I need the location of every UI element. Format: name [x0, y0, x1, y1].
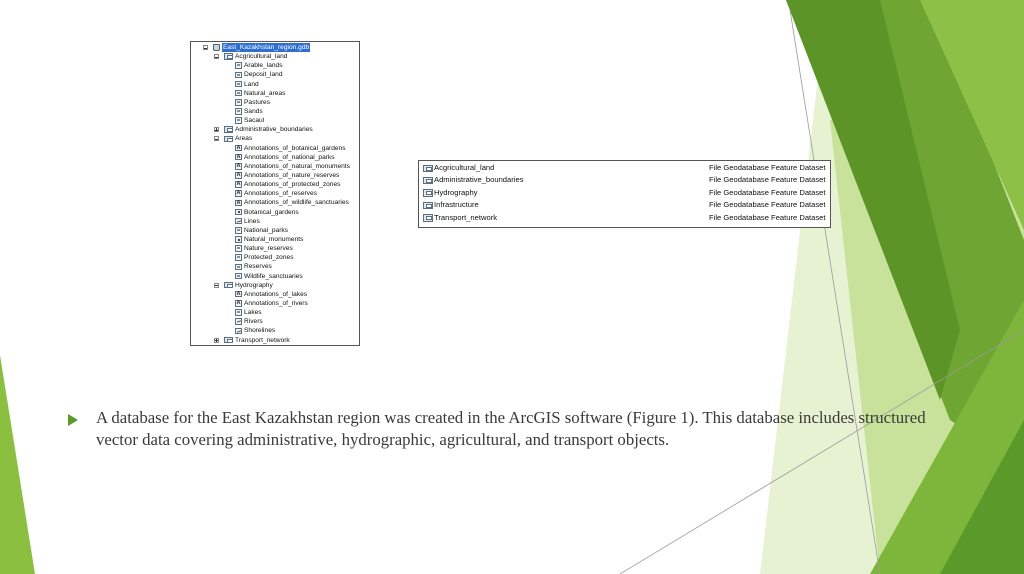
annotation-class-icon — [235, 163, 242, 170]
tree-item-label: Protected_zones — [244, 254, 294, 262]
tree-item[interactable] — [191, 98, 359, 107]
tree-item-label: Land — [244, 80, 259, 88]
polygon-feature-class-icon — [235, 227, 242, 234]
polygon-feature-class-icon — [235, 99, 242, 106]
collapse-icon[interactable] — [214, 54, 219, 59]
tree-item[interactable] — [191, 153, 359, 162]
tree-item[interactable] — [191, 52, 359, 61]
tree-item[interactable] — [191, 226, 359, 235]
feature-dataset-icon — [224, 337, 233, 344]
tree-item-label: Hydrography — [235, 281, 273, 289]
tree-item[interactable] — [191, 326, 359, 335]
list-item[interactable] — [419, 174, 830, 186]
list-item-name: Administrative_boundaries — [434, 175, 524, 185]
tree-item[interactable] — [191, 180, 359, 189]
tree-item-label: Annotations_of_natural_monuments — [244, 162, 350, 170]
tree-item[interactable] — [191, 308, 359, 317]
caption-text: A database for the East Kazakhstan region was created in the ArcGIS software (Figure 1). This database includes structured vector data covering administrative, hydrographic, agricultural, and transport objects. — [96, 408, 926, 449]
geodatabase-icon — [213, 44, 220, 51]
tree-item[interactable] — [191, 70, 359, 79]
feature-dataset-icon — [423, 165, 433, 173]
tree-item-label: Pastures — [244, 98, 271, 106]
feature-dataset-icon — [224, 282, 233, 289]
tree-item[interactable] — [191, 107, 359, 116]
tree-item-label: Nature_reserves — [244, 245, 293, 253]
tree-item-label: Arable_lands — [244, 62, 283, 70]
tree-item[interactable] — [191, 299, 359, 308]
tree-item-label: Sacaul — [244, 117, 265, 125]
catalog-tree-panel — [190, 41, 360, 346]
left-green-sliver — [0, 355, 35, 574]
polygon-feature-class-icon — [235, 62, 242, 69]
polygon-feature-class-icon — [235, 81, 242, 88]
list-item-type: File Geodatabase Feature Dataset — [709, 187, 826, 197]
list-item-name: Hydrography — [434, 187, 478, 197]
tree-item[interactable] — [191, 235, 359, 244]
tree-item[interactable] — [191, 61, 359, 70]
tree-item-label: Annotations_of_wildlife_sanctuaries — [244, 199, 349, 207]
tree-item-label: Annotations_of_protected_zones — [244, 181, 341, 189]
tree-item-label: Transport_network — [235, 336, 290, 344]
list-item[interactable] — [419, 212, 830, 224]
tree-item[interactable] — [191, 43, 359, 52]
contents-list-panel — [418, 160, 831, 228]
list-item-name: Acgricultural_land — [434, 163, 495, 172]
polygon-feature-class-icon — [235, 273, 242, 280]
line-feature-class-icon — [235, 318, 242, 325]
tree-item[interactable] — [191, 198, 359, 207]
collapse-icon[interactable] — [214, 136, 219, 141]
list-item-name: Transport_network — [434, 212, 498, 222]
tree-item-label: Lakes — [244, 309, 262, 317]
tree-item-label: Annotations_of_lakes — [244, 290, 308, 298]
tree-item-label: Botanical_gardens — [244, 208, 299, 216]
tree-item[interactable] — [191, 281, 359, 290]
tree-item[interactable] — [191, 208, 359, 217]
tree-item-label: Shorelines — [244, 327, 276, 335]
tree-item-label: Annotations_of_reserves — [244, 190, 317, 198]
tree-item-label: Reserves — [244, 263, 272, 271]
polygon-feature-class-icon — [235, 117, 242, 124]
tree-item-label: Annotations_of_rivers — [244, 299, 308, 307]
tree-item[interactable] — [191, 253, 359, 262]
feature-dataset-icon — [224, 126, 233, 133]
tree-item[interactable] — [191, 317, 359, 326]
feature-dataset-icon — [224, 136, 233, 143]
tree-item[interactable] — [191, 89, 359, 98]
bullet-arrow-icon — [68, 414, 78, 426]
list-item-type: File Geodatabase Feature Dataset — [709, 163, 826, 172]
list-item-name: Infrastructure — [434, 200, 479, 210]
tree-item[interactable] — [191, 116, 359, 125]
tree-item-label: Rivers — [244, 318, 263, 326]
tree-item[interactable] — [191, 134, 359, 143]
polygon-feature-class-icon — [235, 254, 242, 261]
polygon-feature-class-icon — [235, 90, 242, 97]
polygon-feature-class-icon — [235, 264, 242, 271]
annotation-class-icon — [235, 145, 242, 152]
feature-dataset-icon — [423, 214, 433, 222]
feature-dataset-icon — [423, 189, 433, 197]
tree-item-label: Annotations_of_nature_reserves — [244, 171, 340, 179]
tree-item-label: Areas — [235, 135, 253, 143]
tree-item[interactable] — [191, 144, 359, 153]
list-item-type: File Geodatabase Feature Dataset — [709, 200, 826, 210]
tree-item[interactable] — [191, 162, 359, 171]
tree-item[interactable] — [191, 336, 359, 345]
annotation-class-icon — [235, 181, 242, 188]
tree-item-label: Wildlife_sanctuaries — [244, 272, 303, 280]
feature-dataset-icon — [224, 53, 233, 60]
line-feature-class-icon — [235, 328, 242, 335]
tree-item[interactable] — [191, 80, 359, 89]
tree-item-label: Natural_areas — [244, 89, 286, 97]
tree-item[interactable] — [191, 262, 359, 271]
list-item-type: File Geodatabase Feature Dataset — [709, 175, 826, 185]
list-item-type: File Geodatabase Feature Dataset — [709, 212, 826, 222]
tree-item[interactable] — [191, 189, 359, 198]
annotation-class-icon — [235, 154, 242, 161]
tree-item[interactable] — [191, 272, 359, 281]
polygon-feature-class-icon — [235, 108, 242, 115]
tree-item-label: Natural_monuments — [244, 235, 304, 243]
tree-item-label: Administrative_boundaries — [235, 126, 313, 134]
collapse-icon[interactable] — [203, 45, 208, 50]
polygon-feature-class-icon — [235, 309, 242, 316]
tree-item-label: Sands — [244, 107, 263, 115]
annotation-class-icon — [235, 172, 242, 179]
tree-item[interactable] — [191, 290, 359, 299]
annotation-class-icon — [235, 300, 242, 307]
polygon-feature-class-icon — [235, 72, 242, 79]
tree-item-label: Annotations_of_national_parks — [244, 153, 335, 161]
feature-dataset-icon — [423, 202, 433, 210]
point-feature-class-icon — [235, 209, 242, 216]
list-item[interactable] — [419, 162, 830, 174]
collapse-icon[interactable] — [214, 283, 219, 288]
list-item[interactable] — [419, 187, 830, 199]
tree-item[interactable] — [191, 217, 359, 226]
expand-icon[interactable] — [214, 338, 219, 343]
tree-item[interactable] — [191, 125, 359, 134]
tree-item[interactable] — [191, 244, 359, 253]
tree-item-label: Deposit_land — [244, 71, 283, 79]
tree-item-label: East_Kazakhstan_region.gdb — [223, 44, 310, 51]
annotation-class-icon — [235, 200, 242, 207]
tree-item-label: Acgricultural_land — [235, 53, 288, 61]
tree-item-label: National_parks — [244, 226, 288, 234]
tree-item-label: Lines — [244, 217, 260, 225]
feature-dataset-icon — [423, 177, 433, 185]
point-feature-class-icon — [235, 236, 242, 243]
expand-icon[interactable] — [214, 127, 219, 132]
polygon-feature-class-icon — [235, 245, 242, 252]
tree-item[interactable] — [191, 171, 359, 180]
list-item[interactable] — [419, 199, 830, 211]
tree-item-label: Annotations_of_botanical_gardens — [244, 144, 346, 152]
line-feature-class-icon — [235, 218, 242, 225]
annotation-class-icon — [235, 190, 242, 197]
annotation-class-icon — [235, 291, 242, 298]
